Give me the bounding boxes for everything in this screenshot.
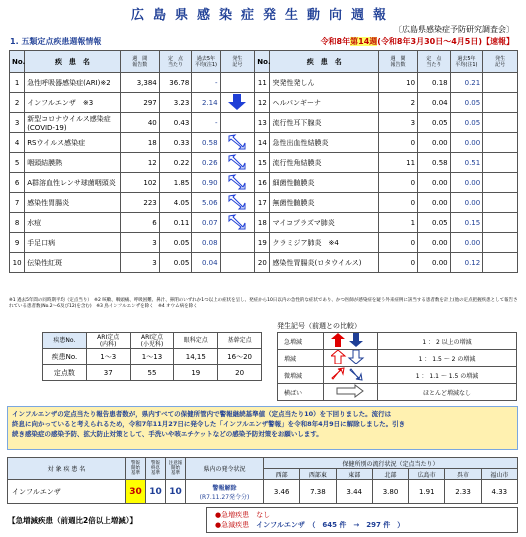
table-row (10, 233, 518, 253)
disease-name: 水痘 (25, 213, 121, 233)
section-heading: 1. 五類定点疾患週報情報 (10, 37, 102, 46)
weekly-count: 297 (120, 93, 159, 113)
table-row (10, 133, 518, 153)
region-header: 福山市 (481, 469, 517, 480)
sub-cell: 定点数 (43, 365, 87, 381)
row-no: 15 (255, 153, 270, 173)
weekly-count: 3,384 (120, 73, 159, 93)
row-no: 1 (10, 73, 25, 93)
row-no: 13 (255, 113, 270, 133)
five-year-avg: 0.07 (192, 213, 220, 233)
col-name: 疾 患 名 (25, 51, 121, 73)
flu-disease: インフルエンザ (8, 480, 126, 504)
report-title: 広島県感染症発生動向週報 (130, 8, 395, 23)
table-row (10, 213, 518, 233)
five-year-avg: 0.05 (450, 113, 483, 133)
flat-arrow-icon (324, 384, 378, 401)
weekly-count: 10 (379, 73, 418, 93)
five-year-avg: 0.90 (192, 173, 220, 193)
legend-label: 急増減 (278, 333, 324, 350)
region-header: 西部 (264, 469, 300, 480)
rapid-down-label: ●急減疾患 (215, 521, 250, 529)
alert-line-1: インフルエンザの定点当たり報告患者数が，県内すべての保健所管内で警報継続基準値（定点当たり10）を下回りました。流行は (12, 410, 392, 418)
sub-h-base: 基幹定点 (218, 333, 262, 349)
table-row (10, 153, 518, 173)
weekly-count: 0 (379, 233, 418, 253)
weekly-count: 3 (120, 233, 159, 253)
disease-name: マイコプラズマ肺炎 (270, 213, 379, 233)
sub-cell: 1～3 (86, 349, 130, 365)
arrow-diag-icon (220, 213, 255, 233)
rapid-up-label: ●急増疾患 (215, 511, 250, 519)
arrow-diag-icon (220, 133, 255, 153)
disease-name: ヘルパンギーナ (270, 93, 379, 113)
weekly-count: 223 (120, 193, 159, 213)
five-year-avg: 5.06 (192, 193, 220, 213)
warn-end-value: 10 (146, 480, 166, 504)
row-no: 6 (10, 173, 25, 193)
col-no: No. (10, 51, 25, 73)
five-year-avg: 2.14 (192, 93, 220, 113)
flu-h-warn-start: 警報 開始 基準 (126, 458, 146, 480)
trend-cell (220, 73, 255, 93)
region-header: 西部東 (300, 469, 336, 480)
disease-name: 急性呼吸器感染症(ARI)※2 (25, 73, 121, 93)
alert-line-3: 続き感染症の感染予防、拡大防止対策として、手洗いや咳エチケットなどの感染予防対策をお願いします。 (12, 430, 323, 438)
trend-cell (483, 193, 518, 213)
weekly-count: 102 (120, 173, 159, 193)
rapid-up-value: なし (256, 511, 271, 519)
up-down-icon (324, 350, 378, 367)
flu-h-caution: 注意報 開始 基準 (166, 458, 186, 480)
legend-desc: 1 ： 1.5 ～ 2 の増減 (378, 350, 517, 367)
legend-desc: ほとんど増減なし (378, 384, 517, 401)
period-suffix: (令和8年3月30日～4月5日)【速報】 (377, 37, 514, 46)
sub-cell: 疾患No. (43, 349, 87, 365)
row-no: 14 (255, 133, 270, 153)
region-value: 7.38 (300, 480, 336, 504)
disease-name: 新型コロナウイルス感染症(COVID-19) (25, 113, 121, 133)
flu-h-status: 県内の発令状況 (186, 458, 264, 480)
region-header: 北部 (372, 469, 408, 480)
five-year-avg: 0.00 (450, 173, 483, 193)
row-no: 19 (255, 233, 270, 253)
region-value: 3.46 (264, 480, 300, 504)
flu-h-target: 対 象 疾 患 名 (8, 458, 126, 480)
legend-desc: 1 ： 1.1 ～ 1.5 の増減 (378, 367, 517, 384)
sub-cell: 1～13 (130, 349, 174, 365)
influenza-table (7, 457, 518, 504)
sub-cell: 37 (86, 365, 130, 381)
disease-name: A群溶血性レンサ球菌咽頭炎 (25, 173, 121, 193)
region-header: 広島市 (409, 469, 445, 480)
per-sentinel: 0.22 (159, 153, 192, 173)
five-year-avg: 0.00 (450, 193, 483, 213)
region-value: 2.33 (445, 480, 481, 504)
caution-value: 10 (166, 480, 186, 504)
trend-cell (483, 93, 518, 113)
sub-h-eye: 眼科定点 (174, 333, 218, 349)
footnote: ※1 過去5年間の同時期平均（定点当り） ※2 咳嗽、咽頭痛、呼吸困難、鼻汁、鼻閉のいずれか1つ以上の症状を呈し、発症から10日以内の急性的な症状であり、かつ医師が感染症を疑う外来症例に該当する患者数を計上(他の定点把握疾患として報告されている患者数(No.2～6及び12)を含む) ※3 鳥インフルエンザを除く ※4 オウム病を除く (9, 298, 518, 309)
per-sentinel: 0.11 (159, 213, 192, 233)
sub-cell: 19 (174, 365, 218, 381)
per-sentinel: 0.43 (159, 113, 192, 133)
row-no: 8 (10, 213, 25, 233)
table-row (10, 113, 518, 133)
weekly-count: 12 (120, 153, 159, 173)
organization-name: 〔広島県感染症予防研究調査会〕 (394, 25, 514, 34)
five-year-avg: 0.08 (192, 233, 220, 253)
table-row (10, 73, 518, 93)
row-no: 16 (255, 173, 270, 193)
disease-name: 咽頭結膜熱 (25, 153, 121, 173)
trend-cell (483, 253, 518, 273)
region-value: 4.33 (481, 480, 517, 504)
weekly-count: 1 (379, 213, 418, 233)
col-rank: 発生 記号 (483, 51, 518, 73)
five-year-avg: 0.51 (450, 153, 483, 173)
col-weekly: 週 間 報告数 (379, 51, 418, 73)
per-sentinel: 0.18 (418, 73, 451, 93)
weekly-count: 18 (120, 133, 159, 153)
weekly-count: 3 (120, 253, 159, 273)
legend-table (277, 332, 517, 401)
table-row (10, 193, 518, 213)
rapid-change-box (206, 507, 518, 533)
five-year-avg: 0.58 (192, 133, 220, 153)
disease-name: クラミジア肺炎 ※4 (270, 233, 379, 253)
big-up-down-icon (324, 333, 378, 350)
five-year-avg: - (192, 113, 220, 133)
rapid-change-label: 【急増減疾患（前週比2倍以上増減）】 (8, 516, 137, 525)
five-year-avg: 0.21 (450, 73, 483, 93)
disease-name: 細菌性髄膜炎 (270, 173, 379, 193)
per-sentinel: 0.00 (418, 253, 451, 273)
trend-cell (483, 73, 518, 93)
row-no: 11 (255, 73, 270, 93)
weekly-count: 0 (379, 133, 418, 153)
trend-cell (220, 113, 255, 133)
trend-cell (483, 213, 518, 233)
col-per: 定 点 当たり (418, 51, 451, 73)
trend-cell (483, 153, 518, 173)
per-sentinel: 0.00 (418, 133, 451, 153)
col-name: 疾 患 名 (270, 51, 379, 73)
flu-status-sub: (R7.11.27発令分) (199, 493, 250, 501)
five-year-avg: 0.15 (450, 213, 483, 233)
region-value: 3.44 (336, 480, 372, 504)
disease-name: 無菌性髄膜炎 (270, 193, 379, 213)
trend-cell (220, 233, 255, 253)
per-sentinel: 3.23 (159, 93, 192, 113)
rapid-down-value: インフルエンザ （ 645 件 → 297 件 ） (256, 521, 405, 529)
row-no: 4 (10, 133, 25, 153)
per-sentinel: 0.05 (159, 253, 192, 273)
arrow-diag-icon (220, 173, 255, 193)
row-no: 3 (10, 113, 25, 133)
period-prefix: 令和8年 (320, 37, 351, 46)
sub-h-ari: ARI定点 (内科) (86, 333, 130, 349)
sub-cell: 55 (130, 365, 174, 381)
disease-name: 感染性胃腸炎(ロタウイルス) (270, 253, 379, 273)
trend-cell (483, 233, 518, 253)
legend-label: 増減 (278, 350, 324, 367)
weekly-count: 3 (379, 113, 418, 133)
per-sentinel: 1.85 (159, 173, 192, 193)
weekly-count: 0 (379, 253, 418, 273)
legend-label: 横ばい (278, 384, 324, 401)
col-no: No. (255, 51, 270, 73)
row-no: 7 (10, 193, 25, 213)
disease-name: 突発性発しん (270, 73, 379, 93)
col-per: 定 点 当たり (159, 51, 192, 73)
legend-title: 発生記号（前週との比較） (277, 322, 361, 330)
per-sentinel: 0.05 (418, 213, 451, 233)
arrow-down-icon (220, 93, 255, 113)
weekly-count: 40 (120, 113, 159, 133)
row-no: 17 (255, 193, 270, 213)
row-no: 9 (10, 233, 25, 253)
flu-status-main: 警報解除 (212, 484, 237, 492)
disease-name: RSウイルス感染症 (25, 133, 121, 153)
row-no: 5 (10, 153, 25, 173)
disease-name: 感染性胃腸炎 (25, 193, 121, 213)
col-weekly: 週 間 報告数 (120, 51, 159, 73)
weekly-count: 0 (379, 173, 418, 193)
flu-h-warn-end: 警報 終息 基準 (146, 458, 166, 480)
five-year-avg: 0.12 (450, 253, 483, 273)
flu-status (186, 480, 264, 504)
per-sentinel: 0.00 (418, 233, 451, 253)
row-no: 12 (255, 93, 270, 113)
per-sentinel: 0.05 (418, 113, 451, 133)
per-sentinel: 0.04 (418, 93, 451, 113)
arrow-diag-icon (220, 193, 255, 213)
col-rank: 発生 記号 (220, 51, 255, 73)
disease-name: 伝染性紅斑 (25, 253, 121, 273)
trend-cell (483, 133, 518, 153)
five-year-avg: 0.00 (450, 233, 483, 253)
row-no: 18 (255, 213, 270, 233)
period-week: 第14週 (350, 37, 378, 46)
disease-name: 急性出血性結膜炎 (270, 133, 379, 153)
weekly-count: 6 (120, 213, 159, 233)
flu-h-regions: 保健所別の流行状況（定点当たり） (264, 458, 518, 469)
table-row (10, 93, 518, 113)
region-header: 東部 (336, 469, 372, 480)
disease-table (9, 50, 518, 273)
weekly-count: 11 (379, 153, 418, 173)
disease-name: 流行性耳下腺炎 (270, 113, 379, 133)
per-sentinel: 0.00 (418, 173, 451, 193)
sub-cell: 16～20 (218, 349, 262, 365)
per-sentinel: 0.00 (418, 193, 451, 213)
weekly-count: 2 (379, 93, 418, 113)
per-sentinel: 0.05 (159, 233, 192, 253)
col-avg: 過去5年 平均(注1) (192, 51, 220, 73)
per-sentinel: 0.58 (418, 153, 451, 173)
legend-label: 微増減 (278, 367, 324, 384)
warn-start-value: 30 (126, 480, 146, 504)
alert-line-2: 終息に向かっていると考えられるため，令和7年11月27日に発令した「インフルエンザ警報」を令和8年4月9日に解除しました。引き (12, 420, 406, 428)
disease-name: 手足口病 (25, 233, 121, 253)
legend-desc: 1 ： 2 以上の増減 (378, 333, 517, 350)
disease-name: インフルエンザ ※3 (25, 93, 121, 113)
five-year-avg: - (192, 73, 220, 93)
col-avg: 過去5年 平均(注1) (450, 51, 483, 73)
disease-name: 流行性角結膜炎 (270, 153, 379, 173)
per-sentinel: 4.05 (159, 193, 192, 213)
sentinel-table (42, 332, 262, 381)
per-sentinel: 36.78 (159, 73, 192, 93)
trend-cell (483, 113, 518, 133)
sub-h-child: ARI定点 (小児科) (130, 333, 174, 349)
region-value: 3.80 (372, 480, 408, 504)
trend-cell (220, 253, 255, 273)
diag-arrows-icon (324, 367, 378, 384)
five-year-avg: 0.04 (192, 253, 220, 273)
alert-box (7, 406, 518, 450)
report-period (321, 36, 514, 47)
region-value: 1.91 (409, 480, 445, 504)
sub-cell: 14,15 (174, 349, 218, 365)
five-year-avg: 0.00 (450, 133, 483, 153)
five-year-avg: 0.26 (192, 153, 220, 173)
five-year-avg: 0.05 (450, 93, 483, 113)
region-header: 呉市 (445, 469, 481, 480)
weekly-count: 0 (379, 193, 418, 213)
row-no: 10 (10, 253, 25, 273)
table-row (10, 173, 518, 193)
sub-h-disease: 疾患No. (43, 333, 87, 349)
per-sentinel: 0.33 (159, 133, 192, 153)
row-no: 20 (255, 253, 270, 273)
trend-cell (483, 173, 518, 193)
arrow-diag-icon (220, 153, 255, 173)
sub-cell: 20 (218, 365, 262, 381)
table-row (10, 253, 518, 273)
row-no: 2 (10, 93, 25, 113)
